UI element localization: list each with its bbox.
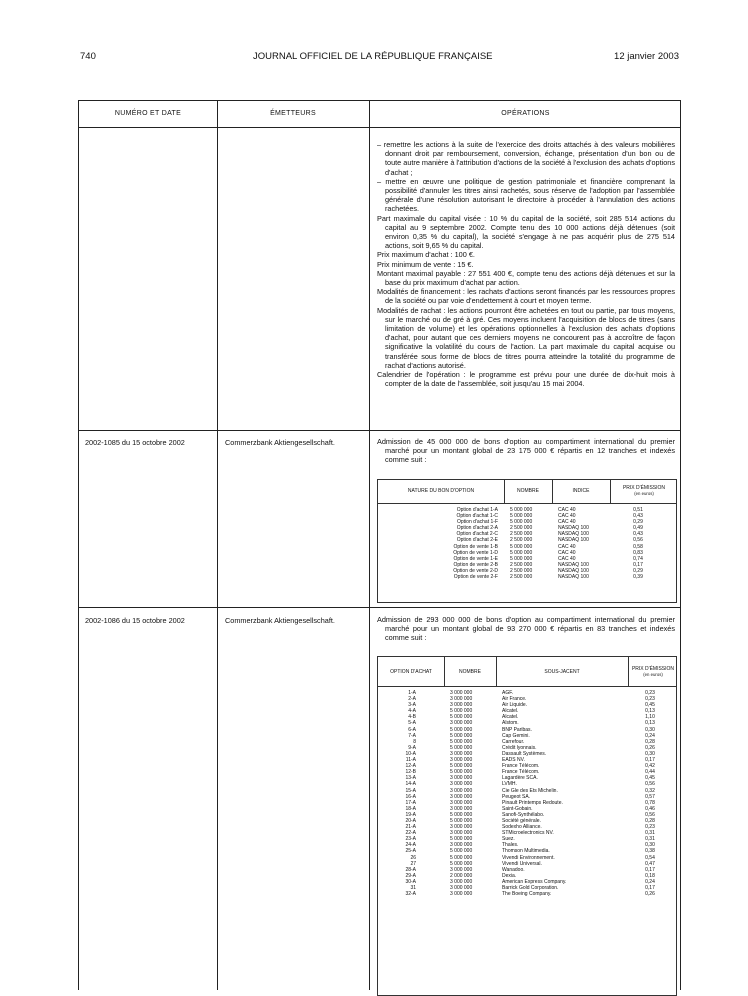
entry-issuer: Commerzbank Aktiengesellschaft.: [225, 438, 335, 447]
table-cell: 5 000 000: [450, 732, 473, 739]
table-cell: 3 000 000: [450, 775, 473, 782]
table-header: NATURE DU BON D'OPTION: [407, 488, 475, 494]
table-cell: 2 500 000: [510, 525, 533, 532]
journal-title: JOURNAL OFFICIEL DE LA RÉPUBLIQUE FRANÇAISE: [253, 51, 493, 62]
table-cell: Cap Gemini.: [502, 732, 530, 739]
table-cell: 6-A: [408, 726, 416, 733]
table-cell: 5 000 000: [450, 769, 473, 776]
entry-issuer: Commerzbank Aktiengesellschaft.: [225, 616, 335, 625]
table-cell: Alstom.: [502, 720, 519, 727]
operations-paragraph: Modalités de financement : les rachats d'actions seront financés par les ressources propres de la société ou par voie d'endettement à court et moyen terme.: [377, 287, 675, 306]
table-cell: 0,18: [645, 872, 655, 879]
table-cell: CAC 40: [558, 519, 576, 526]
table-cell: NASDAQ 100: [558, 574, 589, 581]
entry-description: [377, 615, 675, 643]
table-cell: 0,56: [645, 811, 655, 818]
table-cell: BNP Paribas.: [502, 726, 532, 733]
table-column: [610, 507, 666, 580]
operations-paragraph: Prix maximum d'achat : 100 €.: [377, 250, 475, 260]
table-cell: 2-A: [408, 696, 416, 703]
table-cell: 0,24: [645, 878, 655, 885]
table-cell: 3 000 000: [450, 702, 473, 709]
table-cell: 12-B: [405, 769, 416, 776]
table-cell: CAC 40: [558, 543, 576, 550]
table-cell: 3 000 000: [450, 891, 473, 898]
table-cell: Peugeot SA.: [502, 793, 531, 800]
table-cell: American Express Company.: [502, 878, 567, 885]
table-cell: 8: [413, 738, 416, 745]
table-cell: CAC 40: [558, 555, 576, 562]
table-cell: NASDAQ 100: [558, 531, 589, 538]
table-cell: 0,51: [633, 507, 643, 513]
table-cell: CAC 40: [558, 513, 576, 520]
table-cell: 5 000 000: [450, 860, 473, 867]
table-cell: Sodexho Alliance.: [502, 824, 542, 831]
operations-paragraph: – remettre les actions à la suite de l'exercice des droits attachés à des valeurs mobilières donnant droit par remboursement, conversion, échange, présentation d'un bon ou de toute autre manière à l'attribution d'actions de la société à l'exclusion des achats d'options d'achat ;: [377, 140, 675, 177]
table-cell: 21-A: [405, 824, 416, 831]
table-column: [558, 507, 610, 580]
table-cell: 3 000 000: [450, 720, 473, 727]
table-column: [380, 507, 498, 580]
table-cell: Option de vente 1-E: [453, 555, 498, 562]
table-cell: 0,46: [645, 805, 655, 812]
table-cell: Air Liquide.: [502, 702, 528, 709]
table-cell: Pinault Printemps Redoute.: [502, 799, 563, 806]
table-cell: 3 000 000: [450, 842, 473, 849]
table-header: INDICE: [572, 488, 590, 494]
table-column: [502, 690, 626, 897]
column-header-operations: OPÉRATIONS: [501, 110, 550, 117]
table-cell: 3 000 000: [450, 787, 473, 794]
table-cell: 0,45: [645, 702, 655, 709]
table-cell: EADS NV.: [502, 757, 525, 764]
table-cell: 31: [410, 885, 416, 891]
call-options-table: [377, 656, 677, 996]
table-cell: 0,83: [633, 549, 643, 556]
table-cell: 0,45: [645, 775, 655, 782]
table-cell: 5 000 000: [510, 519, 533, 526]
table-cell: 12-A: [405, 763, 416, 770]
header-divider: [79, 127, 680, 128]
table-cell: 3 000 000: [450, 696, 473, 703]
table-cell: 5 000 000: [510, 513, 533, 520]
table-cell: NASDAQ 100: [558, 561, 589, 568]
header-divider: [378, 503, 676, 504]
table-cell: 0,30: [645, 750, 655, 757]
table-cell: 2 500 000: [510, 567, 533, 574]
table-cell: 10-A: [405, 750, 416, 757]
table-cell: 5 000 000: [510, 507, 533, 513]
table-cell: 0,42: [645, 763, 655, 770]
table-cell: 3 000 000: [450, 885, 473, 891]
table-cell: Option de vente 2-B: [453, 561, 498, 568]
table-header: PRIX D'ÉMISSION: [622, 485, 666, 491]
table-cell: 14-A: [405, 781, 416, 788]
table-cell: 24-A: [405, 842, 416, 849]
table-cell: 5 000 000: [450, 817, 473, 824]
table-cell: 2 500 000: [510, 561, 533, 568]
table-cell: 5 000 000: [510, 549, 533, 556]
table-header-unit: (en euros): [634, 491, 654, 496]
table-cell: 5 000 000: [450, 708, 473, 715]
options-table: [377, 479, 677, 603]
table-cell: Option d'achat 2-C: [456, 531, 498, 538]
table-cell: Dassault Systèmes.: [502, 750, 547, 757]
table-cell: STMicroelectronics NV.: [502, 830, 554, 837]
table-cell: 0,43: [633, 513, 643, 520]
operations-paragraph: Prix minimum de vente : 15 €.: [377, 259, 474, 269]
table-cell: NASDAQ 100: [558, 525, 589, 532]
table-cell: 3 000 000: [450, 690, 473, 696]
column-divider: [369, 101, 370, 990]
table-cell: 0,31: [645, 830, 655, 837]
table-cell: Crédit lyonnais.: [502, 744, 537, 751]
table-cell: 0,74: [633, 555, 643, 562]
entry-description-text: Admission de 45 000 000 de bons d'option au compartiment international du premier marché pour un montant global de 23 175 000 € répartis en 12 tranches et indexés comme suit :: [377, 437, 675, 465]
table-cell: LVMH.: [502, 781, 517, 788]
table-cell: 0,38: [645, 848, 655, 855]
table-cell: 5 000 000: [450, 848, 473, 855]
table-cell: 0,30: [645, 842, 655, 849]
table-cell: 26: [410, 854, 416, 861]
issue-date: 12 janvier 2003: [614, 51, 679, 62]
table-cell: 0,23: [645, 696, 655, 703]
table-cell: Thales.: [502, 842, 519, 849]
table-cell: 29-A: [405, 872, 416, 879]
table-cell: 0,13: [645, 708, 655, 715]
column-divider: [217, 101, 218, 990]
table-cell: Cie Gle des Ets Michelin.: [502, 787, 558, 794]
table-cell: 0,39: [633, 574, 643, 581]
table-cell: 0,28: [645, 817, 655, 824]
table-cell: 0,17: [633, 561, 643, 568]
table-cell: 25-A: [405, 848, 416, 855]
table-cell: 27: [410, 860, 416, 867]
table-cell: 3 000 000: [450, 805, 473, 812]
table-cell: 0,24: [645, 732, 655, 739]
table-cell: 5 000 000: [450, 854, 473, 861]
table-cell: 3 000 000: [450, 757, 473, 764]
table-cell: 0,49: [633, 525, 643, 532]
table-cell: Option de vente 1-B: [453, 543, 498, 550]
operations-table: [78, 100, 681, 990]
table-cell: 0,23: [645, 690, 655, 696]
row-divider: [79, 607, 680, 608]
table-cell: 2 000 000: [450, 872, 473, 879]
table-cell: 0,26: [645, 891, 655, 898]
entry-number: 2002-1086 du 15 octobre 2002: [85, 616, 185, 625]
table-cell: 0,56: [645, 781, 655, 788]
table-cell: Option d'achat 2-A: [456, 525, 498, 532]
table-cell: 1,10: [645, 714, 655, 721]
table-cell: Lagardère SCA.: [502, 775, 538, 782]
table-column: [628, 690, 672, 897]
table-cell: 0,29: [633, 567, 643, 574]
column-header-numero: NUMÉRO ET DATE: [114, 110, 182, 117]
table-cell: 0,13: [645, 720, 655, 727]
table-cell: 0,56: [633, 537, 643, 544]
table-cell: Option de vente 1-D: [453, 549, 498, 556]
table-header-unit: (en euros): [643, 672, 663, 677]
table-cell: 0,44: [645, 769, 655, 776]
table-cell: 4-A: [408, 708, 416, 715]
header-divider: [378, 686, 676, 687]
table-cell: 0,30: [645, 726, 655, 733]
table-cell: 0,17: [645, 757, 655, 764]
table-cell: Alcatel.: [502, 714, 519, 721]
table-cell: 22-A: [405, 830, 416, 837]
table-cell: AGF.: [502, 690, 514, 696]
table-cell: Option de vente 2-D: [453, 567, 498, 574]
table-cell: Option d'achat 2-E: [456, 537, 498, 544]
table-header: PRIX D'ÉMISSION: [631, 666, 675, 672]
row-divider: [79, 430, 680, 431]
table-cell: Saint-Gobain.: [502, 805, 533, 812]
table-cell: 0,17: [645, 866, 655, 873]
table-cell: 15-A: [405, 787, 416, 794]
table-cell: CAC 40: [558, 507, 576, 513]
table-cell: 0,78: [645, 799, 655, 806]
entry-number: 2002-1085 du 15 octobre 2002: [85, 438, 185, 447]
table-cell: Vivendi Universal.: [502, 860, 542, 867]
table-cell: Thomson Multimedia.: [502, 848, 550, 855]
table-cell: 3 000 000: [450, 799, 473, 806]
table-cell: 1-A: [408, 690, 416, 696]
table-cell: 4-B: [408, 714, 416, 721]
table-cell: Wanadoo.: [502, 866, 525, 873]
table-cell: Option de vente 2-F: [453, 574, 498, 581]
operations-paragraph: – mettre en œuvre une politique de gestion patrimoniale et financière comprenant la possibilité d'annuler les titres ainsi rachetés, sous réserve de l'adoption par l'assemblée générale d'une résolution autorisant le directoire à procéder à l'annulation des actions rachetées.: [377, 176, 675, 214]
table-cell: 16-A: [405, 793, 416, 800]
table-cell: Option d'achat 1-C: [456, 513, 498, 520]
table-cell: NASDAQ 100: [558, 537, 589, 544]
page-number: 740: [80, 51, 96, 62]
table-cell: 5 000 000: [450, 714, 473, 721]
table-cell: 5 000 000: [450, 738, 473, 745]
table-cell: 0,29: [633, 519, 643, 526]
table-cell: 5 000 000: [450, 744, 473, 751]
table-cell: 0,57: [645, 793, 655, 800]
table-cell: 5 000 000: [450, 836, 473, 843]
table-cell: 5 000 000: [450, 763, 473, 770]
table-cell: 0,26: [645, 744, 655, 751]
table-cell: CAC 40: [558, 549, 576, 556]
table-cell: Sanofi-Synthélabo.: [502, 811, 545, 818]
table-cell: 3 000 000: [450, 824, 473, 831]
table-cell: Alcatel.: [502, 708, 519, 715]
operations-paragraph: Montant maximal payable : 27 551 400 €, compte tenu des actions déjà détenues et sur la base du prix maximum d'achat par action.: [377, 268, 675, 288]
table-cell: Société générale.: [502, 817, 541, 824]
table-cell: 19-A: [405, 811, 416, 818]
table-cell: 0,54: [645, 854, 655, 861]
table-cell: 2 500 000: [510, 531, 533, 538]
table-cell: 17-A: [405, 799, 416, 806]
table-cell: Option d'achat 1-A: [456, 507, 498, 513]
table-cell: 20-A: [405, 817, 416, 824]
table-cell: France Télécom.: [502, 763, 540, 770]
table-cell: 0,32: [645, 787, 655, 794]
table-cell: Barrick Gold Corporation.: [502, 885, 559, 891]
table-cell: 0,58: [633, 543, 643, 550]
table-cell: Option d'achat 1-F: [457, 519, 498, 526]
table-cell: 5-A: [408, 720, 416, 727]
table-cell: Air France.: [502, 696, 527, 703]
table-cell: 28-A: [405, 866, 416, 873]
operations-paragraph: Calendrier de l'opération : le programme est prévu pour une durée de dix-huit mois à compter de la date de l'assemblée, soit jusqu'au 15 mai 2004.: [377, 370, 675, 389]
table-cell: 7-A: [408, 732, 416, 739]
table-cell: Dexia.: [502, 872, 517, 879]
table-cell: NASDAQ 100: [558, 567, 589, 574]
entry-description-text: Admission de 293 000 000 de bons d'option au compartiment international du premier marché pour un montant global de 93 270 000 € répartis en 83 tranches et indexés comme suit :: [377, 615, 675, 643]
operations-paragraph: Modalités de rachat : les actions pourront être achetées en tout ou partie, par tous moyens, sur le marché ou de gré à gré. Ces moyens incluent l'acquisition de blocs de titres (sans limitation de volume) et les opérations optionnelles à l'exclusion des achats d'options d'achat, pour autant que ces derniers moyens ne concourent pas à accroître de façon significative la volatilité du cours de l'action. La part maximale du capital acquise ou transférée sous forme de blocs de titres pourra atteindre la totalité du programme de rachat d'actions autorisé.: [377, 305, 675, 370]
table-column: [450, 690, 494, 897]
table-cell: 5 000 000: [450, 726, 473, 733]
table-cell: Suez.: [502, 836, 515, 843]
table-cell: 0,43: [633, 531, 643, 538]
table-cell: 0,28: [645, 738, 655, 745]
table-cell: 3 000 000: [450, 781, 473, 788]
table-cell: 3 000 000: [450, 793, 473, 800]
table-cell: 5 000 000: [450, 811, 473, 818]
table-cell: 3 000 000: [450, 750, 473, 757]
table-cell: 11-A: [405, 757, 416, 764]
table-cell: The Boeing Company.: [502, 891, 552, 898]
table-cell: France Télécom.: [502, 769, 540, 776]
table-cell: 13-A: [405, 775, 416, 782]
table-cell: 18-A: [405, 805, 416, 812]
table-cell: 32-A: [405, 891, 416, 898]
table-cell: 3 000 000: [450, 878, 473, 885]
operations-paragraph: Part maximale du capital visée : 10 % du capital de la société, soit 285 514 actions du capital au 9 septembre 2002. Compte tenu des 10 000 actions déjà détenues (soit environ 0,35 % du capital), la société s'engage à ne pas acquérir plus de 275 514 actions, soit 9,65 % du capital.: [377, 213, 675, 251]
table-cell: 30-A: [405, 878, 416, 885]
table-cell: 0,17: [645, 885, 655, 891]
table-cell: 0,23: [645, 824, 655, 831]
table-cell: 5 000 000: [510, 543, 533, 550]
table-cell: 23-A: [405, 836, 416, 843]
table-cell: Vivendi Environnement.: [502, 854, 555, 861]
table-cell: 0,31: [645, 836, 655, 843]
table-cell: 2 500 000: [510, 574, 533, 581]
table-cell: 2 500 000: [510, 537, 533, 544]
table-cell: 5 000 000: [510, 555, 533, 562]
table-cell: Carrefour.: [502, 738, 525, 745]
table-header: OPTION D'ACHAT: [390, 669, 432, 675]
table-cell: 0,47: [645, 860, 655, 867]
table-column: [510, 507, 550, 580]
table-header: NOMBRE: [517, 488, 539, 494]
table-cell: 3 000 000: [450, 866, 473, 873]
operations-text-continued: [377, 140, 675, 388]
table-cell: 9-A: [408, 744, 416, 751]
table-cell: 3 000 000: [450, 830, 473, 837]
entry-description: [377, 437, 675, 465]
table-cell: 3-A: [408, 702, 416, 709]
column-header-emetteurs: ÉMETTEURS: [270, 110, 316, 117]
table-header: NOMBRE: [459, 669, 481, 675]
table-column: [378, 690, 416, 897]
table-header: SOUS-JACENT: [544, 669, 580, 675]
